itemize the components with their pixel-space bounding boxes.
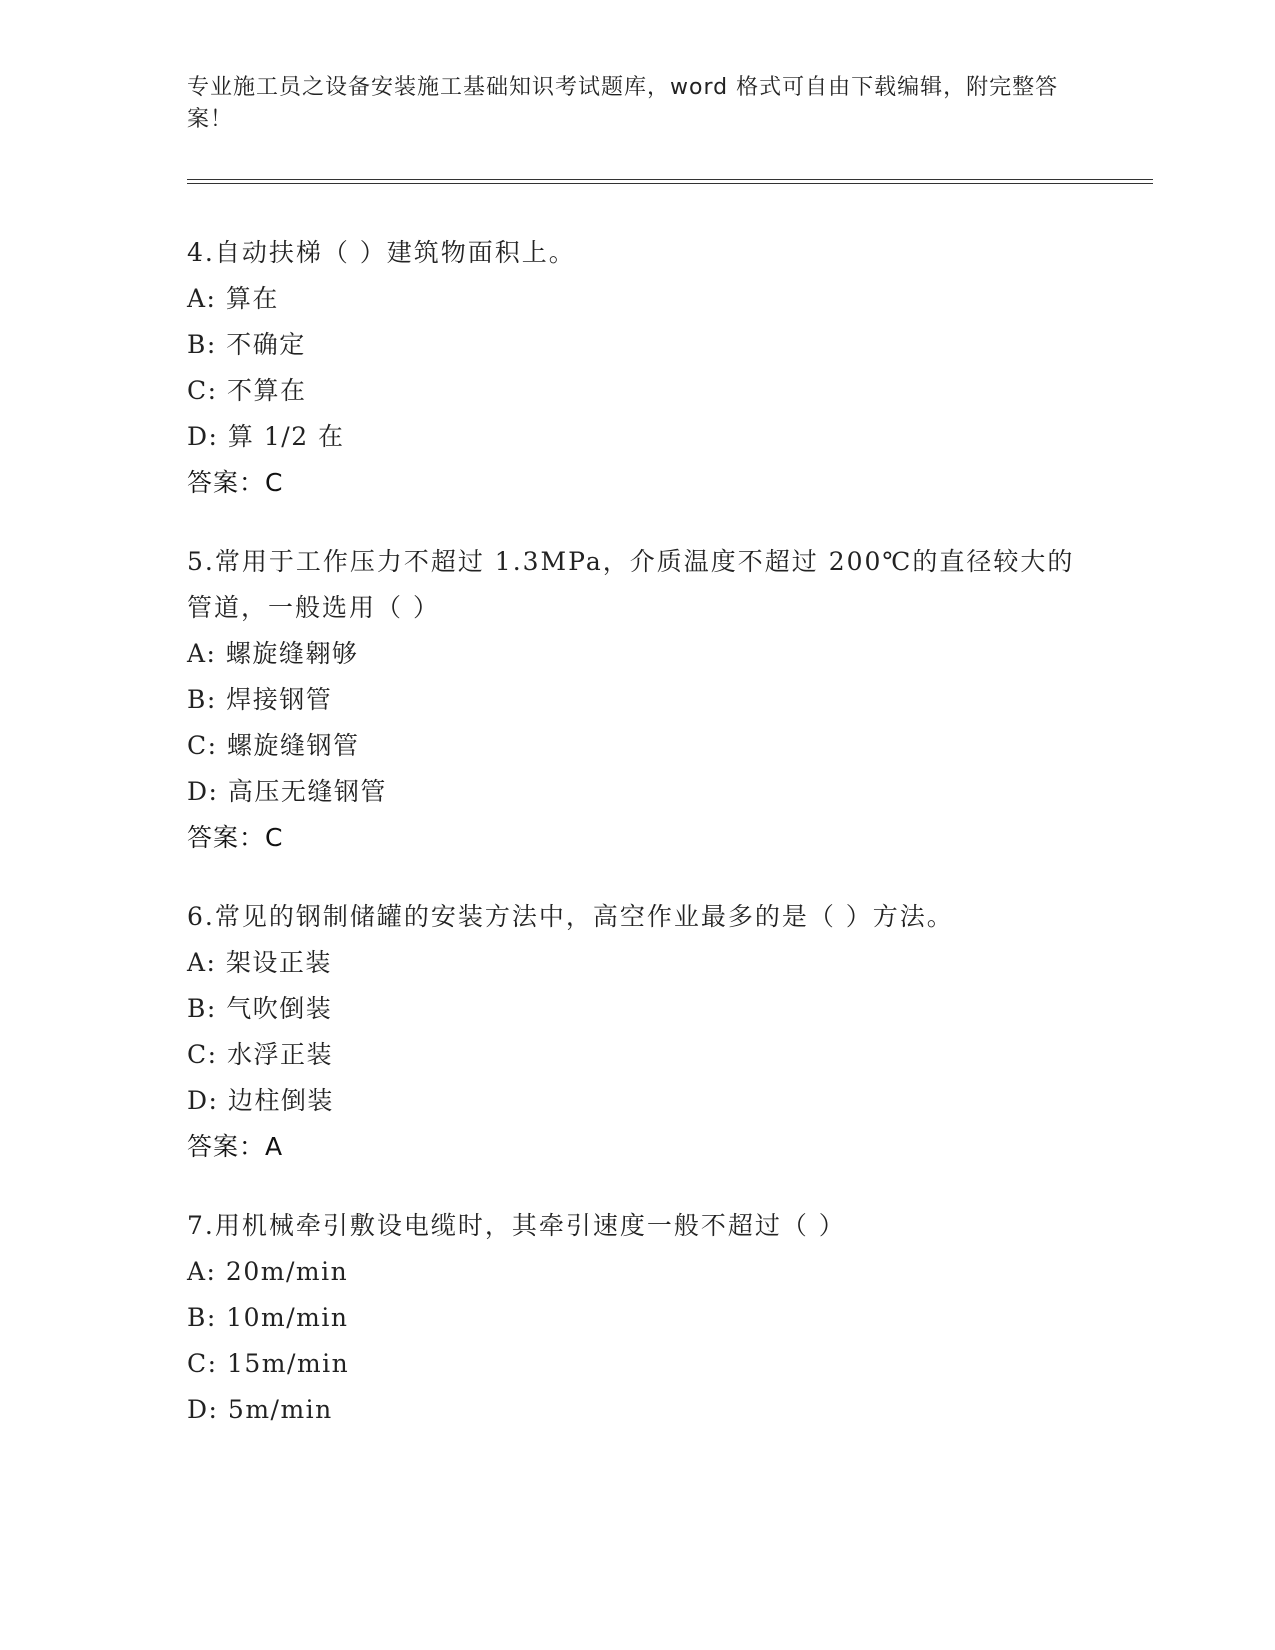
option-b: B: 焊接钢管 [187, 685, 333, 714]
option-b: B: 不确定 [187, 330, 306, 359]
option-a: A: 螺旋缝翱够 [187, 639, 359, 668]
question-list [187, 230, 1087, 1466]
answer: 答案：A [187, 1132, 284, 1161]
option-d: D: 算 1/2 在 [187, 422, 345, 451]
option-a: A: 算在 [187, 284, 279, 313]
question-5 [187, 539, 1087, 861]
answer: 答案：C [187, 823, 284, 852]
header-rule-top [187, 179, 1153, 180]
question-text: 7.用机械牵引敷设电缆时，其牵引速度一般不超过（ ） [187, 1211, 846, 1240]
question-text: 5.常用于工作压力不超过 1.3MPa，介质温度不超过 200℃的直径较大的管道，一般选用（ ） [187, 547, 1075, 622]
question-7 [187, 1203, 1087, 1433]
option-c: C: 15m/min [187, 1349, 350, 1378]
question-6 [187, 894, 1087, 1170]
option-c: C: 不算在 [187, 376, 307, 405]
option-d: D: 边柱倒装 [187, 1086, 334, 1115]
option-c: C: 螺旋缝钢管 [187, 731, 360, 760]
answer: 答案：C [187, 468, 284, 497]
option-a: A: 20m/min [187, 1257, 349, 1286]
question-text: 4.自动扶梯（ ）建筑物面积上。 [187, 238, 576, 267]
question-text: 6.常见的钢制储罐的安装方法中，高空作业最多的是（ ）方法。 [187, 902, 954, 931]
option-d: D: 高压无缝钢管 [187, 777, 387, 806]
option-d: D: 5m/min [187, 1395, 333, 1424]
document-header: 专业施工员之设备安装施工基础知识考试题库，word 格式可自由下载编辑，附完整答案！ [187, 75, 1059, 132]
header-rule-bottom [187, 183, 1153, 184]
option-a: A: 架设正装 [187, 948, 332, 977]
question-4 [187, 230, 1087, 506]
option-b: B: 气吹倒装 [187, 994, 333, 1023]
option-c: C: 水浮正装 [187, 1040, 333, 1069]
option-b: B: 10m/min [187, 1303, 349, 1332]
